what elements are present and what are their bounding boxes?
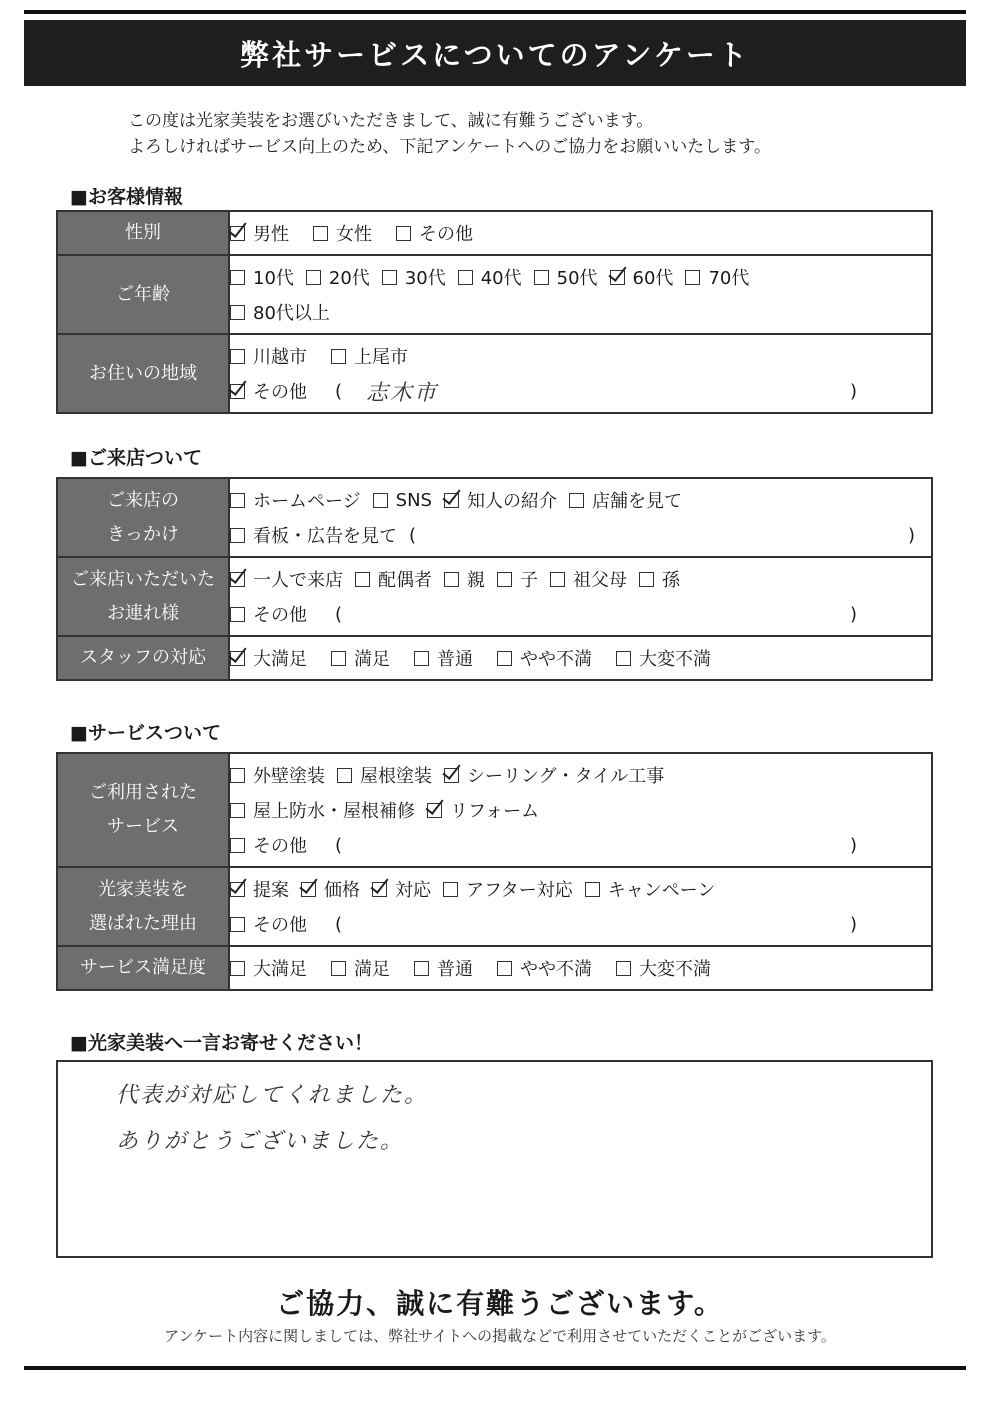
option-label: 知人の紹介 [466,491,557,512]
option-sealing-tile[interactable] [444,762,664,788]
option-area-other[interactable] [230,378,307,404]
options-age [229,255,932,334]
option-label: その他 [253,605,307,626]
option-label: 大満足 [253,959,307,980]
options-area [229,334,932,413]
checkbox[interactable] [414,961,429,976]
checkbox[interactable] [373,493,388,508]
option-label: 30代 [404,268,446,289]
option-label: 看板・広告を見て [253,526,397,547]
checkbox[interactable] [230,838,245,853]
label-line: お連れ様 [107,602,179,624]
checkbox[interactable] [230,768,245,783]
options-line [230,597,931,632]
section-heading-comment: ■光家美装へ一言お寄せください！ [70,1032,373,1054]
option-label: 祖父母 [573,570,627,591]
option-label: 価格 [324,880,360,901]
handwritten-comment-line: 代表が対応してくれました。 [116,1083,429,1108]
option-label: 上尾市 [354,347,408,368]
checkbox[interactable] [396,226,411,241]
options-trigger [229,478,932,557]
option-label: 10代 [253,268,294,289]
checkbox[interactable] [616,651,631,666]
options-line [230,872,931,907]
option-child[interactable] [497,566,538,592]
checkbox[interactable] [497,572,512,587]
label-area: お住いの地域 [57,334,229,413]
label-line: ご来店いただいた [71,568,215,590]
checkbox[interactable] [230,917,245,932]
checkbox-checked[interactable] [444,768,459,783]
paren-open: ( [335,913,343,935]
checkbox[interactable] [230,349,245,364]
paren-close: ) [849,603,857,625]
option-age-50[interactable] [534,264,598,290]
option-satisfied[interactable] [331,955,390,981]
option-label: 親 [467,570,485,591]
handwritten-comment-line: ありがとうございました。 [116,1129,405,1154]
paren-open: ( [409,524,417,546]
option-signboard[interactable] [230,522,397,548]
option-label: SNS [395,489,432,511]
option-label: やや不満 [520,649,592,670]
label-line: ご来店の [107,489,179,511]
option-label: 満足 [354,959,390,980]
option-label: 普通 [437,959,473,980]
option-label: アフター対応 [466,880,573,901]
checkbox-checked[interactable] [610,270,625,285]
checkbox[interactable] [230,270,245,285]
option-label: 女性 [336,224,372,245]
options-companion [229,557,932,636]
option-label: 大変不満 [639,959,711,980]
options-staff [229,636,932,680]
checkbox[interactable] [414,651,429,666]
option-label: その他 [419,224,473,245]
option-very-satisfied[interactable] [230,645,307,671]
option-saw-store[interactable] [569,487,682,513]
options-line [230,374,931,409]
checkbox-checked[interactable] [230,572,245,587]
option-alone[interactable] [230,566,343,592]
option-homepage[interactable] [230,487,361,513]
checkbox[interactable] [230,803,245,818]
option-response[interactable] [372,876,431,902]
checkbox[interactable] [230,961,245,976]
checkbox[interactable] [616,961,631,976]
options-gender [229,211,932,255]
option-label: 満足 [354,649,390,670]
option-spouse[interactable] [355,566,432,592]
checkbox[interactable] [550,572,565,587]
checkbox[interactable] [458,270,473,285]
intro-line: よろしければサービス向上のため、下記アンケートへのご協力をお願いいたします。 [128,137,771,157]
option-label: 店舗を見て [591,491,682,512]
option-female[interactable] [313,220,372,246]
option-label: 対応 [395,880,431,901]
option-service-other[interactable] [230,832,307,858]
service-table [56,752,933,991]
option-label: 60代 [632,268,674,289]
options-line [230,641,931,676]
option-aftercare[interactable] [443,876,573,902]
option-grandchild[interactable] [639,566,680,592]
usage-notice: アンケート内容に関しましては、弊社サイトへの掲載などで利用させていただくことがございます。 [164,1327,836,1345]
checkbox[interactable] [685,270,700,285]
paren-close: ) [907,524,915,546]
checkbox-checked[interactable] [230,882,245,897]
checkbox[interactable] [585,882,600,897]
checkbox[interactable] [443,882,458,897]
survey-title: 弊社サービスについてのアンケート [24,20,966,86]
checkbox[interactable] [331,961,346,976]
option-campaign[interactable] [585,876,716,902]
thanks-message: ご協力、誠に有難うございます。 [276,1287,724,1320]
option-very-dissatisfied[interactable] [616,955,711,981]
checkbox-checked[interactable] [301,882,316,897]
option-label: 孫 [662,570,680,591]
option-sns[interactable] [373,490,432,511]
label-gender: 性別 [57,211,229,255]
section-heading-visit: ■ご来店ついて [70,447,202,469]
option-parent[interactable] [444,566,485,592]
checkbox[interactable] [331,349,346,364]
paren-close: ) [849,380,857,402]
intro-text [128,108,928,160]
option-price[interactable] [301,876,360,902]
checkbox-checked[interactable] [372,882,387,897]
option-exterior-paint[interactable] [230,762,325,788]
option-kawagoe[interactable] [230,343,307,369]
options-line [230,483,931,518]
option-label: 男性 [253,224,289,245]
checkbox[interactable] [230,305,245,320]
option-satisfied[interactable] [331,645,390,671]
option-label: 屋根塗装 [360,766,432,787]
bottom-rule [24,1366,966,1370]
checkbox[interactable] [534,270,549,285]
option-label: 50代 [556,268,598,289]
option-label: 一人で来店 [253,570,343,591]
option-label: 配偶者 [378,570,432,591]
checkbox[interactable] [444,572,459,587]
label-service-satisfaction: サービス満足度 [57,946,229,990]
checkbox-checked[interactable] [444,493,459,508]
checkbox[interactable] [497,651,512,666]
option-referral[interactable] [444,487,557,513]
checkbox[interactable] [331,651,346,666]
label-line: ご利用された [89,782,197,803]
options-line [230,339,931,374]
option-age-60[interactable] [610,264,674,290]
options-reason [229,867,932,946]
label-line: 選ばれた理由 [89,912,197,934]
paren-open: ( [335,380,343,402]
option-slightly-dissatisfied[interactable] [497,955,592,981]
option-label: 40代 [480,268,522,289]
options-line [230,828,931,863]
option-age-10[interactable] [230,264,294,290]
option-label: 提案 [253,880,289,901]
option-neutral[interactable] [414,645,473,671]
option-age-80-plus[interactable] [230,299,330,325]
option-label: 70代 [708,268,750,289]
section-heading-customer: ■お客様情報 [70,186,183,208]
handwritten-area[interactable]: 志木市 [366,380,439,406]
checkbox[interactable] [230,528,245,543]
option-label: その他 [253,382,307,403]
option-companion-other[interactable] [230,601,307,627]
checkbox[interactable] [497,961,512,976]
option-reform[interactable] [427,797,539,823]
checkbox-checked[interactable] [230,651,245,666]
checkbox[interactable] [313,226,328,241]
checkbox[interactable] [355,572,370,587]
checkbox-checked[interactable] [230,384,245,399]
options-line [230,216,931,251]
option-roof-paint[interactable] [337,762,432,788]
option-label: その他 [253,836,307,857]
option-age-70[interactable] [685,264,749,290]
options-line [230,518,931,553]
label-staff: スタッフの対応 [57,636,229,680]
checkbox[interactable] [639,572,654,587]
checkbox[interactable] [306,270,321,285]
top-rule [24,10,966,14]
option-label: 80代以上 [253,303,330,324]
paren-open: ( [335,834,343,856]
option-label: キャンペーン [607,880,716,901]
checkbox[interactable] [230,493,245,508]
option-label: ホームページ [253,491,361,512]
checkbox[interactable] [382,270,397,285]
option-label: その他 [253,915,307,936]
option-gender-other[interactable] [396,220,473,246]
option-label: 大変不満 [639,649,711,670]
option-label: 屋上防水・屋根補修 [253,801,415,822]
customer-info-table [56,210,933,414]
label-companion [57,557,229,636]
options-service-satisfaction [229,946,932,990]
checkbox-checked[interactable] [230,226,245,241]
options-used-service [229,753,932,867]
label-trigger [57,478,229,557]
options-line [230,260,931,295]
option-age-40[interactable] [458,264,522,290]
option-proposal[interactable] [230,876,289,902]
checkbox-checked[interactable] [427,803,442,818]
label-line: 光家美装を [98,878,188,900]
option-age-30[interactable] [382,264,446,290]
option-label: 大満足 [253,649,307,670]
options-line [230,758,931,793]
section-heading-service: ■サービスついて [70,722,221,744]
checkbox[interactable] [337,768,352,783]
option-male[interactable] [230,220,289,246]
visit-table [56,477,933,681]
paren-close: ) [849,913,857,935]
option-label: シーリング・タイル工事 [467,766,665,787]
intro-line: この度は光家美装をお選びいただきまして、誠に有難うございます。 [128,111,654,131]
option-label: やや不満 [520,959,592,980]
option-label: 外壁塗装 [253,766,325,787]
options-line [230,793,931,828]
options-line [230,295,931,330]
option-ageo[interactable] [331,343,408,369]
option-waterproof-roof[interactable] [230,797,415,823]
option-label: 20代 [328,268,370,289]
label-age: ご年齢 [57,255,229,334]
option-label: 普通 [437,649,473,670]
option-slightly-dissatisfied[interactable] [497,645,592,671]
label-line: きっかけ [107,523,179,545]
option-age-20[interactable] [306,264,370,290]
option-label: 川越市 [253,347,307,368]
checkbox[interactable] [230,607,245,622]
option-label: 子 [520,570,538,591]
paren-close: ) [849,834,857,856]
label-reason [57,867,229,946]
option-grandparent[interactable] [550,566,627,592]
option-very-satisfied[interactable] [230,955,307,981]
option-label: リフォーム [450,801,540,822]
options-line [230,951,931,986]
label-line: サービス [107,816,179,837]
option-neutral[interactable] [414,955,473,981]
label-used-service [57,753,229,867]
option-reason-other[interactable] [230,911,307,937]
paren-open: ( [335,603,343,625]
checkbox[interactable] [569,493,584,508]
options-line [230,907,931,942]
option-very-dissatisfied[interactable] [616,645,711,671]
options-line [230,562,931,597]
